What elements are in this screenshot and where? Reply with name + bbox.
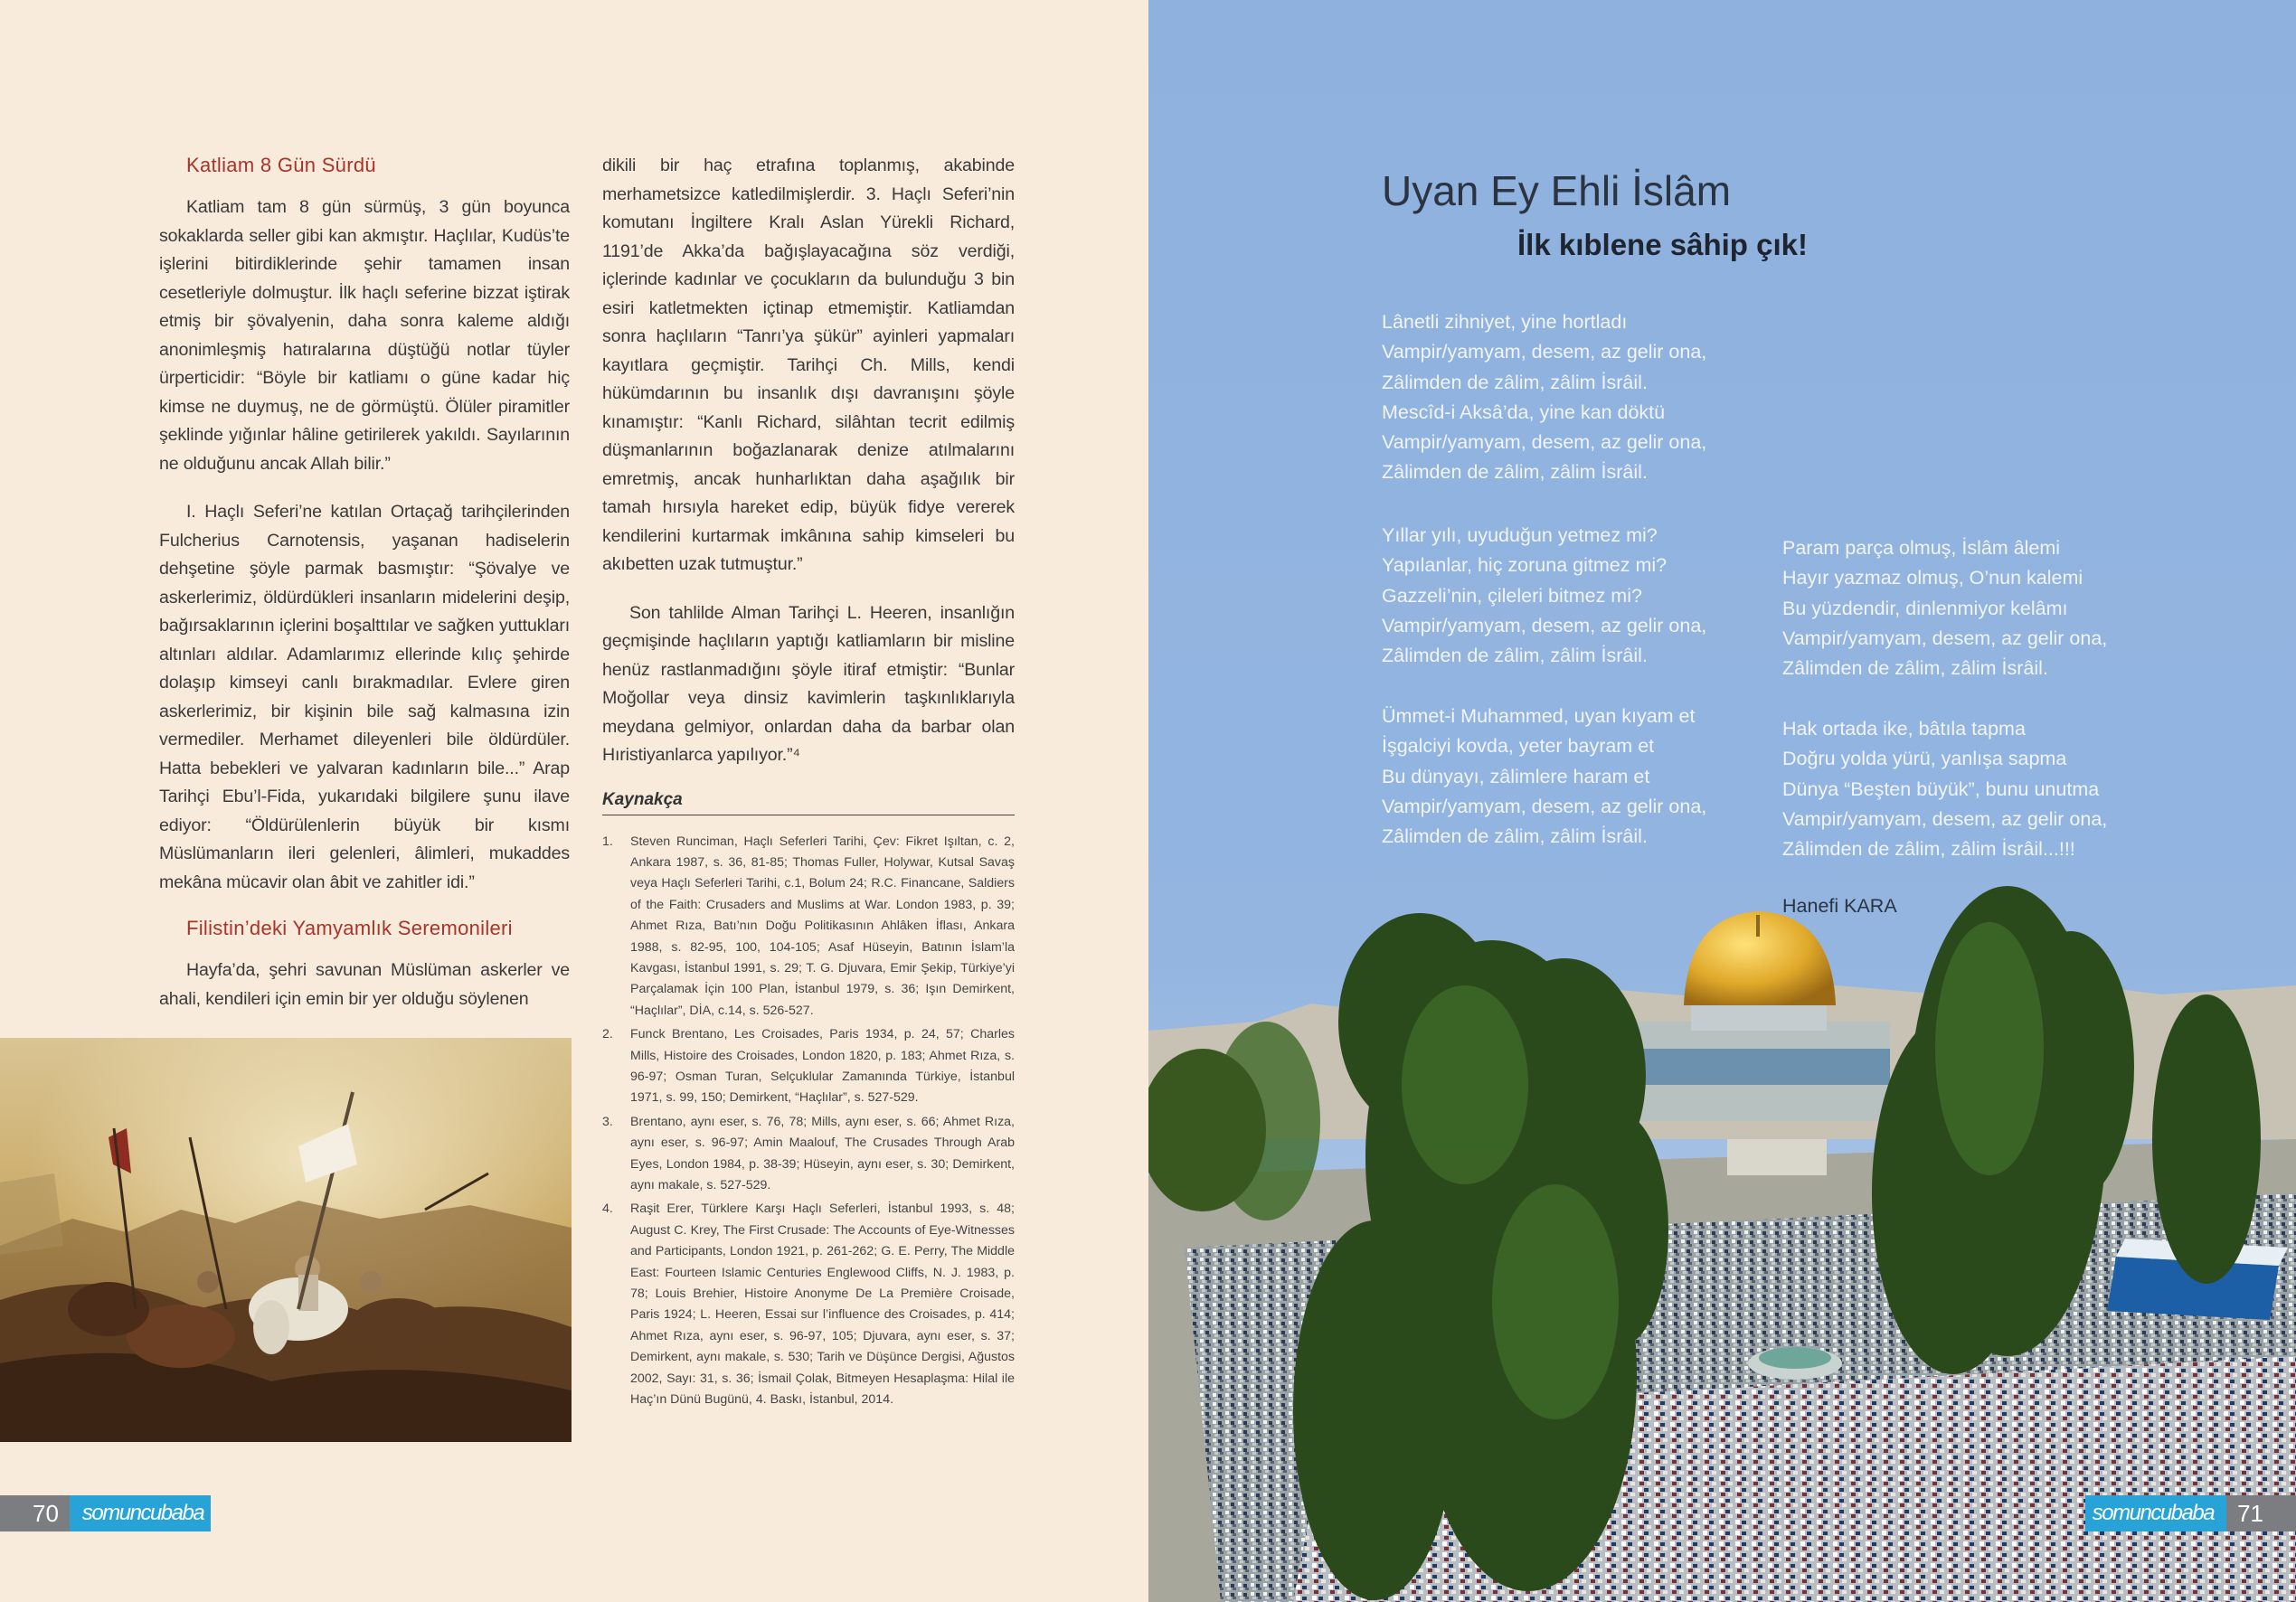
section-heading: Filistin’deki Yamyamlık Seremonileri [186,917,513,939]
poem-stanza: Hak ortada ike, bâtıla tapma Doğru yolda yürü, yanlışa sapma Dünya “Beşten büyük”, bunu unutma Vampir/yamyam, desem, az gelir ona, Zâlimden de zâlim, zâlim İsrâil...!!! [1782,718,2108,861]
article-column-2 [602,152,1015,1413]
page-number: 70 [0,1495,70,1531]
reference-item: 2. Funck Brentano, Les Croisades, Paris 1934, p. 24, 57; Charles Mills, Histoire des Croisades, London 1820, p. 183; Ahmet Rıza, s. 96-97; Osman Turan, Selçuklular Zamanında Türkiye, İstanbul 1971, s. 99, 150; Demirkent, “Haçlılar”, s. 527-529. [602,1027,1015,1106]
crusade-battle-painting [0,1038,572,1442]
page-folio-left [0,1495,211,1531]
paragraph: Son tahlilde Alman Tarihçi L. Heeren, insanlığın geçmişinde haçlıların yaptığı katliamların bir misline henüz rastlanmadığını şöyle itiraf etmiştir: “Bunlar Moğollar veya dinsiz kavimlerin taşkınlıklarıyla meydana gelmiyor, onlardan daha da barbar olan Hıristiyanlarca yapılıyor.”⁴ [602,602,1015,765]
poem-stanza: Yıllar yılı, uyuduğun yetmez mi? Yapılanlar, hiç zoruna gitmez mi? Gazzeli’nin, çileleri bitmez mi? Vampir/yamyam, desem, az gelir ona, Zâlimden de zâlim, zâlim İsrâil. [1382,524,1707,667]
poem-stanza: Lânetli zihniyet, yine hortladı Vampir/yamyam, desem, az gelir ona, Zâlimden de zâlim, zâlim İsrâil. Mescîd-i Aksâ’da, yine kan döktü Vampir/yamyam, desem, az gelir ona, Zâlimden de zâlim, zâlim İsrâil. [1382,311,1707,484]
reference-item: 3. Brentano, aynı eser, s. 76, 78; Mills, aynı eser, s. 66; Ahmet Rıza, aynı eser, s. 96-97; Amin Maalouf, The Crusades Through Arab Eyes, London 1984, p. 38-39; Hüseyin, aynı eser, s. 30; Demirkent, aynı makale, s. 527-529. [602,1114,1015,1192]
section-heading: Katliam 8 Gün Sürdü [186,154,376,176]
poem-stanza: Ümmet-i Muhammed, uyan kıyam et İşgalciyi kovda, yeter bayram et Bu dünyayı, zâlimlere haram et Vampir/yamyam, desem, az gelir ona, Zâlimden de zâlim, zâlim İsrâil. [1382,705,1707,848]
poem-subtitle: İlk kıblene sâhip çık! [1517,228,1808,261]
brand-logo: somuncubaba [70,1495,211,1531]
references-list [602,832,1015,1411]
page-number: 71 [2226,1495,2296,1531]
poem-author: Hanefi KARA [1782,895,1897,917]
article-column-1 [159,154,570,1033]
right-page [1148,0,2296,1602]
reference-item: 1. Steven Runciman, Haçlı Seferleri Tarihi, Çev: Fikret Işıltan, c. 2, Ankara 1987, s. 36, 81-85; Thomas Fuller, Holywar, Kutsal Savaş veya Haçlı Seferleri Tarihi, c.1, Bolum 24; R.C. Financane, Saldiers of the Faith: Crusaders and Muslims at War. London 1983, p. 39; Ahmet Rıza, Batı’nın Doğu Politikasının Ahlâken İflası, Ankara 1988, s. 82-95, 100, 104-105; Asaf Hüseyin, Batının İslam’la Kavgası, İstanbul 1991, s. 29; T. G. Djuvara, Emir Şekip, Türkiye’yi Parçalamak İçin 100 Plan, İstanbul 1979, s. 36; Işın Demirkent, “Haçlılar”, DİA, c.14, s. 526-527. [602,834,1015,1018]
paragraph: I. Haçlı Seferi’ne katılan Ortaçağ tarihçilerinden Fulcherius Carnotensis, yaşanan hadiselerin dehşetine şöyle parmak basmıştır: “Şövalye ve askerlerimiz, öldürdükleri insanların midelerini deşip, bağırsaklarının içlerini boşalttılar ve sağken yuttukları altınları aldılar. Adamlarımız ellerinde kılıç şehirde dolaşıp kimseyi canlı bırakmadılar. Evlere giren askerlerimiz, bir kişinin bile sağ kalmasına izin vermediler. Merhamet dileyenleri bile öldürdüler. Hatta bebekleri ve yalvaran kadınların bile...” Arap Tarihçi Ebu’l-Fida, yukarıdaki bilgilere şunu ilave ediyor: “Öldürülenlerin büyük bir kısmı Müslümanların ileri gelenleri, âlimleri, mukaddes mekâna mücavir olan âbit ve zahitler idi.” [159,502,570,892]
paragraph: Katliam tam 8 gün sürmüş, 3 gün boyunca sokaklarda seller gibi kan akmıştır. Haçlılar, Kudüs’te işlerini bitirdiklerinde şehir tamamen insan cesetleriyle dolmuştur. İlk haçlı seferine bizzat iştirak etmiş bir şövalyenin, daha sonra kaleme aldığı anonimleşmiş hatıralarına düştüğü notlar tüyler ürperticidir: “Böyle bir katliamı o güne kadar hiç kimse ne duymuş, ne de görmüştü. Ölüler piramitler şeklinde yığınlar hâline getirilerek yakıldı. Sayılarının ne olduğunu ancak Allah bilir.” [159,197,570,474]
page-folio-right [2085,1495,2296,1531]
poem-stanza: Param parça olmuş, İslâm âlemi Hayır yazmaz olmuş, O’nun kalemi Bu yüzdendir, dinlenmiyor kelâmı Vampir/yamyam, desem, az gelir ona, Zâlimden de zâlim, zâlim İsrâil. [1782,537,2108,680]
brand-logo: somuncubaba [2085,1495,2226,1531]
paragraph: dikili bir haç etrafına toplanmış, akabinde merhametsizce katledilmişlerdir. 3. Haçlı Seferi’nin komutanı İngiltere Kralı Aslan Yürekli Richard, 1191’de Akka’da bağışlayacağına söz verdiği, içlerinde kadınlar ve çocukların da bulunduğu 3 bin esiri katletmekten içtinap etmemiştir. Katliamdan sonra haçlıların “Tanrı’ya şükür” ayinleri yapmaları kayıtlara geçmiştir. Tarihçi Ch. Mills, kendi hükümdarının bu insanlık dışı davranışını şöyle kınamıştır: “Kanlı Richard, silâhtan tecrit edilmiş düşmanlarının boğazlanarak denize atılmalarını emretmiş, ancak hunharlıktan daha aşağılık bir tamah hırsıyla hareket edip, büyük fidye vererek kendilerini kurtarmak imkânına sahip kimseleri bu akıbetten uzak tutmuştur.” [602,155,1015,574]
paragraph: Hayfa’da, şehri savunan Müslüman askerler ve ahali, kendileri için emin bir yer olduğu söylenen [159,960,570,1009]
reference-item: 4. Raşit Erer, Türklere Karşı Haçlı Seferleri, İstanbul 1993, s. 48; August C. Krey, The First Crusade: The Accounts of Eye-Witnesses and Participants, London 1921, p. 261-262; G. E. Perry, The Middle East: Fourteen Islamic Centuries Englewood Cliffs, N. J. 1983, p. 78; Louis Brehier, Histoire Anonyme De La Première Croisade, Paris 1924; L. Heeren, Essai sur l’influence des Croisades, p. 414; Ahmet Rıza, aynı eser, s. 96-97, 105; Djuvara, aynı eser, s. 37; Demirkent, aynı makale, s. 530; Tarih ve Düşünce Dergisi, Ağustos 2002, Sayı: 31, s. 36; İsmail Çolak, Bitmeyen Hesaplaşma: Hilal ile Haç’ın Dünü Bugünü, 4. Baskı, İstanbul, 2014. [602,1202,1015,1408]
poem-title: Uyan Ey Ehli İslâm [1382,167,1732,214]
references-heading: Kaynakça [602,790,1015,815]
